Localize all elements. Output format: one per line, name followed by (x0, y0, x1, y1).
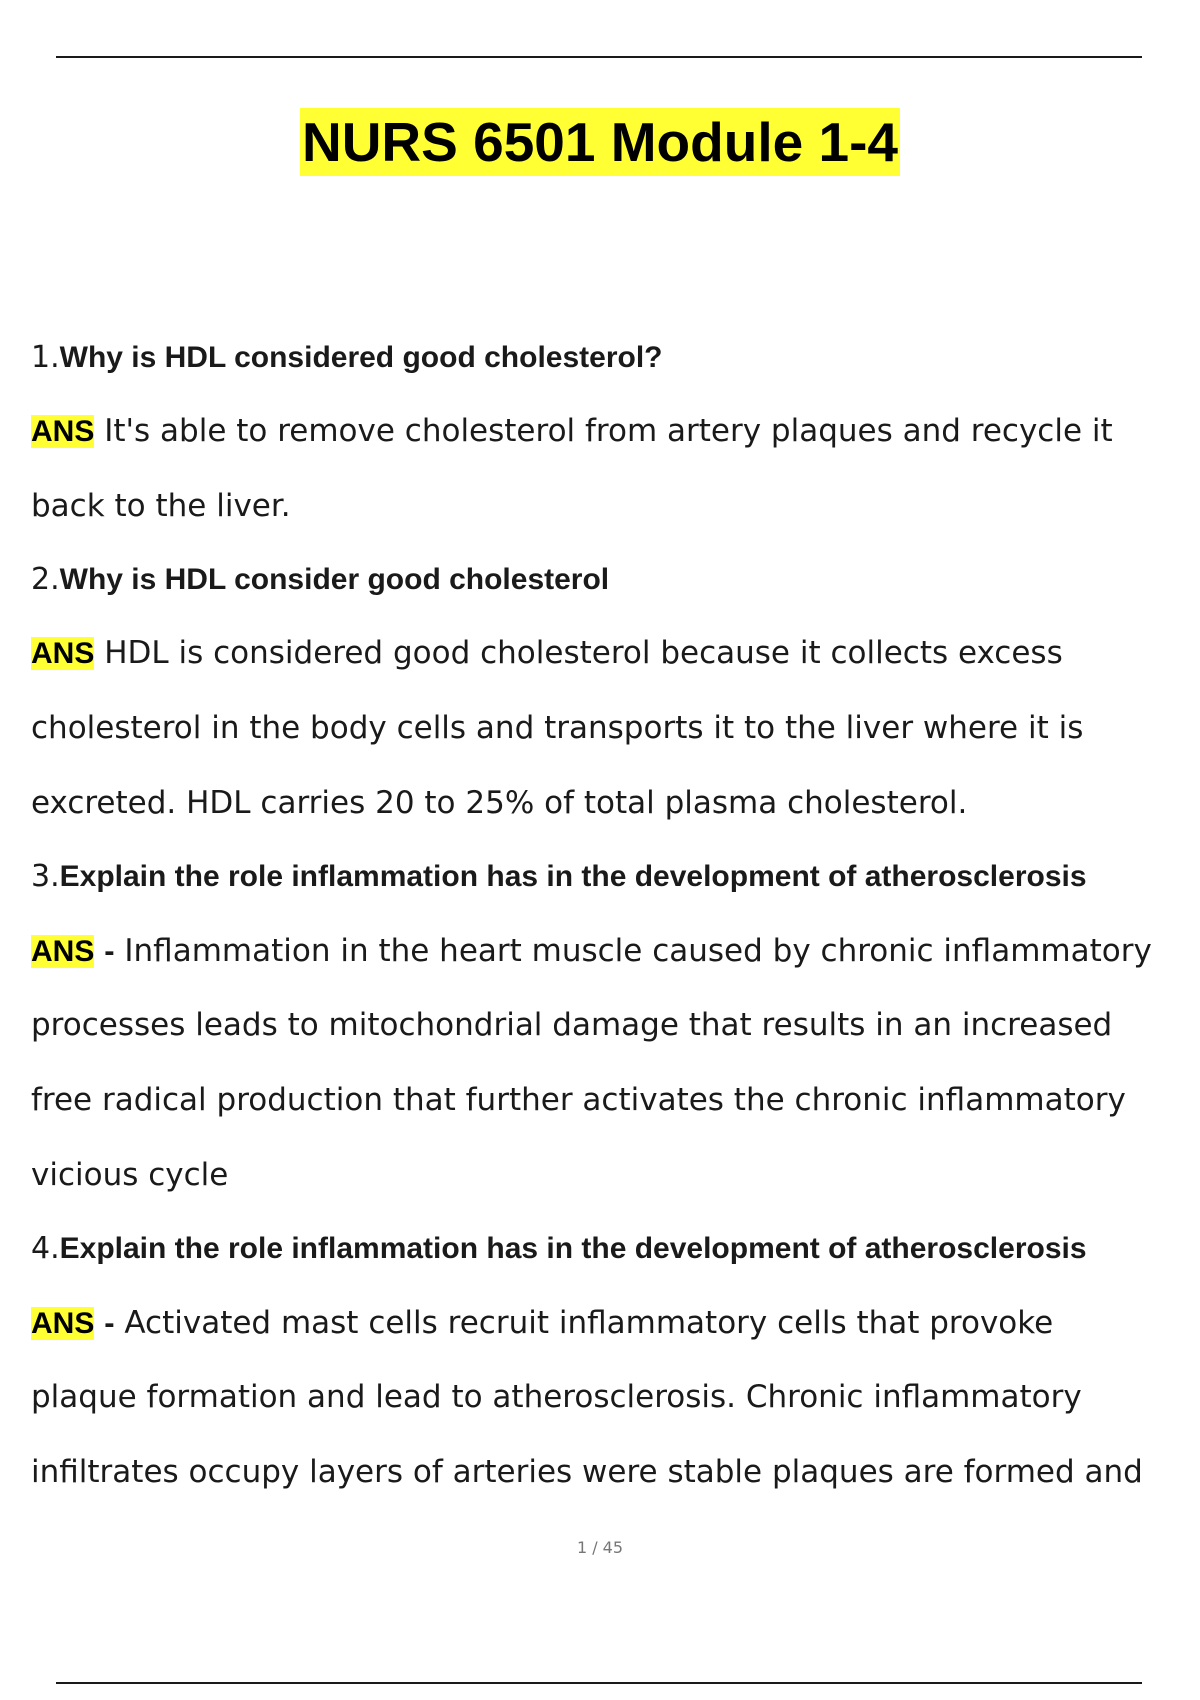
question-number: 4. (31, 1231, 60, 1266)
answer-label: ANS (31, 637, 95, 670)
answer-line: back to the liver. (31, 488, 291, 524)
answer-line (31, 1285, 1191, 1360)
answer-label: ANS (31, 1307, 95, 1340)
question-text: Why is HDL consider good cholesterol (59, 563, 610, 596)
answer (31, 1285, 1191, 1510)
answer (31, 616, 1191, 841)
answer-text: Activated mast cells recruit inflammatory cells that provoke (124, 1305, 1054, 1341)
question (31, 322, 1191, 394)
answer-line: plaque formation and lead to atherosclerosis. Chronic inflammatory (31, 1379, 1082, 1415)
question (31, 1213, 1191, 1285)
document-title: NURS 6501 Module 1-4 (300, 108, 900, 176)
answer-line: cholesterol in the body cells and transports it to the liver where it is (31, 710, 1084, 746)
answer-line (31, 616, 1191, 691)
bottom-rule (56, 1682, 1142, 1684)
answer (31, 394, 1191, 544)
answer-line: free radical production that further activates the chronic inflammatory (31, 1082, 1126, 1118)
answer-line (31, 913, 1191, 988)
answer-line: processes leads to mitochondrial damage that results in an increased (31, 1007, 1113, 1043)
question-text: Explain the role inflammation has in the development of atherosclerosis (59, 860, 1087, 893)
answer-line (31, 394, 1191, 469)
title-container (0, 108, 1200, 176)
answer-line: infiltrates occupy layers of arteries were stable plaques are formed and (31, 1454, 1143, 1490)
question (31, 544, 1191, 616)
question-number: 2. (31, 562, 60, 597)
top-rule (56, 56, 1142, 58)
question-text: Explain the role inflammation has in the development of atherosclerosis (59, 1232, 1087, 1265)
page-number: 1 / 45 (576, 1538, 624, 1557)
question (31, 841, 1191, 913)
answer-text: HDL is considered good cholesterol because it collects excess (104, 635, 1063, 671)
answer-label: ANS (31, 415, 95, 448)
qa-list (31, 322, 1191, 1510)
answer-dash: - (104, 933, 115, 968)
answer (31, 913, 1191, 1213)
answer-text: It's able to remove cholesterol from artery plaques and recycle it (104, 413, 1113, 449)
question-number: 3. (31, 859, 60, 894)
question-number: 1. (31, 340, 60, 375)
answer-text: Inflammation in the heart muscle caused by chronic inflammatory (124, 933, 1152, 969)
answer-dash: - (104, 1305, 115, 1340)
answer-label: ANS (31, 935, 95, 968)
answer-line: vicious cycle (31, 1157, 229, 1193)
answer-line: excreted. HDL carries 20 to 25% of total plasma cholesterol. (31, 785, 968, 821)
question-text: Why is HDL considered good cholesterol? (59, 341, 663, 374)
